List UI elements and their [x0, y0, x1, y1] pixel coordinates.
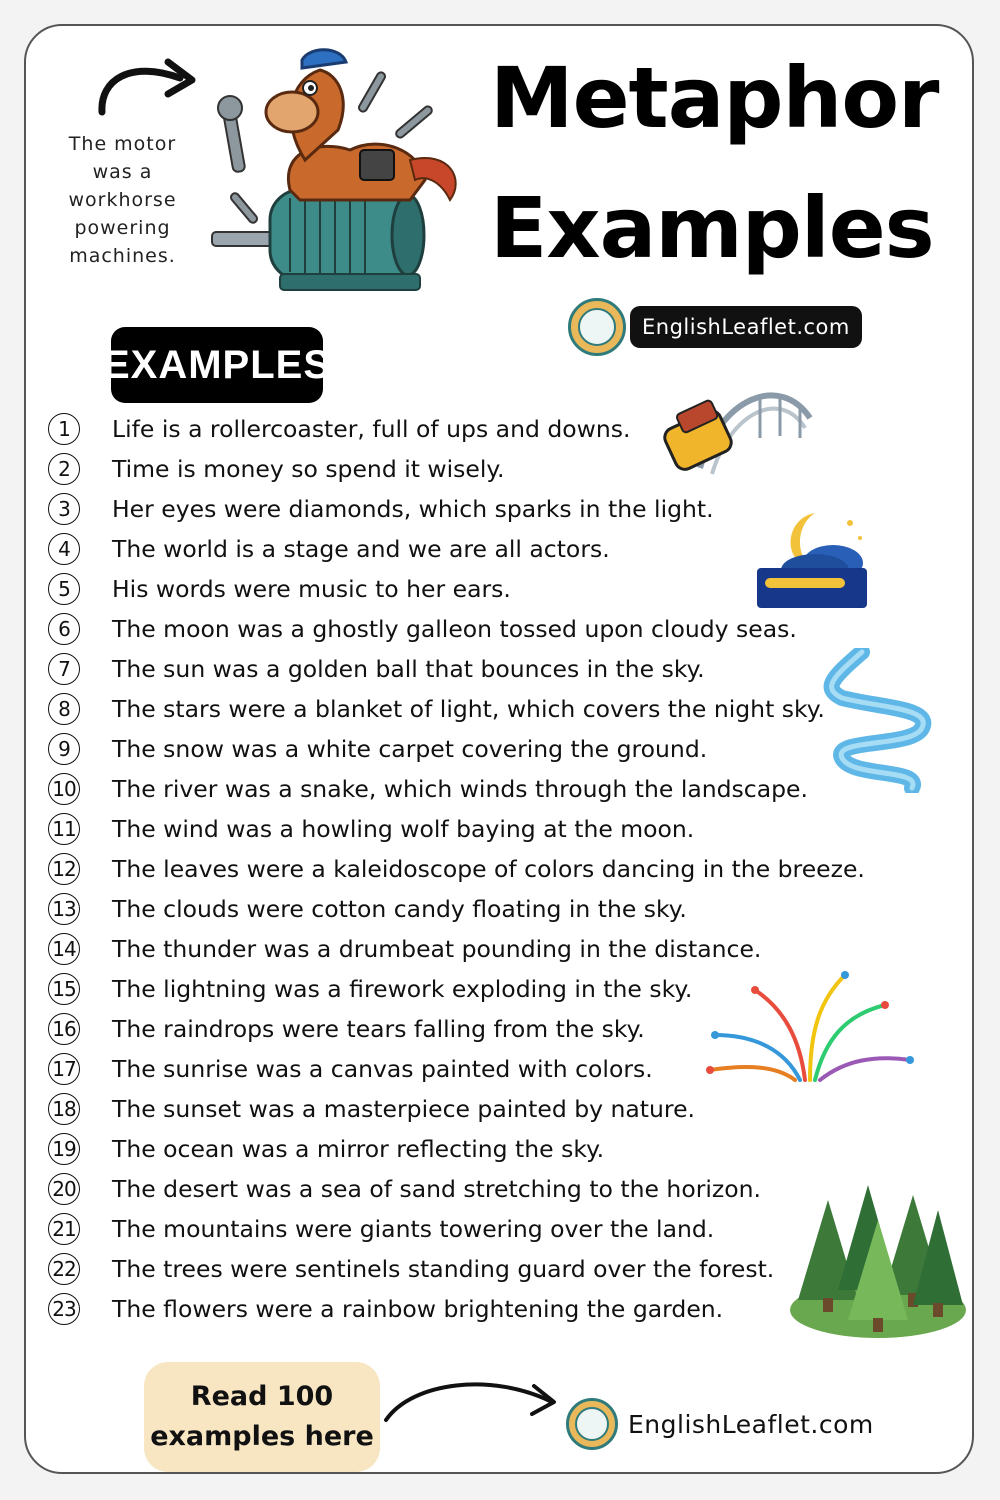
example-text: The thunder was a drumbeat pounding in the distance.: [112, 935, 762, 963]
rollercoaster-icon: [660, 378, 820, 488]
example-number: 17: [48, 1053, 80, 1085]
example-text: The snow was a white carpet covering the ground.: [112, 735, 708, 763]
page-title-line2: Examples: [490, 179, 934, 277]
example-item: [48, 609, 865, 649]
page-title-line1: Metaphor: [490, 49, 939, 147]
example-item: [48, 529, 865, 569]
example-number: 16: [48, 1013, 80, 1045]
example-number: 21: [48, 1213, 80, 1245]
example-text: The clouds were cotton candy floating in the sky.: [112, 895, 687, 923]
example-text: The moon was a ghostly galleon tossed upon cloudy seas.: [112, 615, 797, 643]
example-item: [48, 649, 865, 689]
example-number: 18: [48, 1093, 80, 1125]
example-item: [48, 1209, 865, 1249]
example-text: The sun was a golden ball that bounces in the sky.: [112, 655, 705, 683]
brand-link[interactable]: EnglishLeaflet.com: [630, 306, 862, 348]
example-number: 14: [48, 933, 80, 965]
example-text: Time is money so spend it wisely.: [112, 455, 505, 483]
horse-motor-illustration: [210, 40, 470, 300]
example-item: [48, 1089, 865, 1129]
example-number: 9: [48, 733, 80, 765]
example-number: 20: [48, 1173, 80, 1205]
example-number: 19: [48, 1133, 80, 1165]
brand-footer-link[interactable]: EnglishLeaflet.com: [628, 1409, 874, 1439]
example-text: The raindrops were tears falling from the sky.: [112, 1015, 645, 1043]
example-number: 7: [48, 653, 80, 685]
example-number: 23: [48, 1293, 80, 1325]
curved-arrow-icon: [90, 50, 200, 120]
example-item: [48, 849, 865, 889]
example-number: 15: [48, 973, 80, 1005]
example-number: 13: [48, 893, 80, 925]
example-item: [48, 729, 865, 769]
example-text: The mountains were giants towering over the land.: [112, 1215, 715, 1243]
example-text: The desert was a sea of sand stretching to the horizon.: [112, 1175, 761, 1203]
example-number: 6: [48, 613, 80, 645]
example-item: [48, 569, 865, 609]
brand-header[interactable]: [568, 298, 862, 356]
example-text: The sunrise was a canvas painted with colors.: [112, 1055, 653, 1083]
example-item: [48, 769, 865, 809]
example-number: 5: [48, 573, 80, 605]
example-item: [48, 1249, 865, 1289]
example-item: [48, 489, 865, 529]
example-number: 3: [48, 493, 80, 525]
example-text: The sunset was a masterpiece painted by nature.: [112, 1095, 695, 1123]
section-label: EXAMPLES: [111, 327, 323, 403]
examples-list: [48, 409, 865, 1329]
example-number: 22: [48, 1253, 80, 1285]
forest-icon: [788, 1180, 968, 1340]
arrow-icon: [382, 1372, 562, 1432]
example-text: The flowers were a rainbow brightening the garden.: [112, 1295, 724, 1323]
example-number: 1: [48, 413, 80, 445]
illustration-caption: The motor was a workhorse powering machines.: [68, 133, 177, 267]
example-item: [48, 689, 865, 729]
read-more-button[interactable]: [144, 1362, 380, 1472]
river-icon: [812, 648, 942, 793]
example-text: Her eyes were diamonds, which sparks in the light.: [112, 495, 714, 523]
cta-line1: Read 100: [190, 1381, 334, 1412]
example-number: 10: [48, 773, 80, 805]
example-text: The world is a stage and we are all actors.: [112, 535, 610, 563]
example-text: Life is a rollercoaster, full of ups and downs.: [112, 415, 631, 443]
example-item: [48, 889, 865, 929]
example-text: The leaves were a kaleidoscope of colors dancing in the breeze.: [112, 855, 865, 883]
example-item: [48, 1129, 865, 1169]
example-number: 11: [48, 813, 80, 845]
example-text: The lightning was a firework exploding in the sky.: [112, 975, 693, 1003]
example-item: [48, 1169, 865, 1209]
example-number: 12: [48, 853, 80, 885]
example-text: His words were music to her ears.: [112, 575, 511, 603]
example-text: The river was a snake, which winds through the landscape.: [112, 775, 808, 803]
fireworks-icon: [695, 960, 925, 1095]
brand-logo-icon: [566, 1398, 618, 1450]
brand-footer[interactable]: [566, 1398, 874, 1450]
example-text: The trees were sentinels standing guard over the forest.: [112, 1255, 775, 1283]
example-item: [48, 809, 865, 849]
example-text: The wind was a howling wolf baying at the moon.: [112, 815, 695, 843]
example-text: The stars were a blanket of light, which covers the night sky.: [112, 695, 825, 723]
example-number: 8: [48, 693, 80, 725]
example-number: 2: [48, 453, 80, 485]
example-item: [48, 1289, 865, 1329]
cta-line2: examples here: [150, 1421, 374, 1452]
example-text: The ocean was a mirror reflecting the sky.: [112, 1135, 605, 1163]
example-number: 4: [48, 533, 80, 565]
moon-clouds-icon: [755, 508, 870, 613]
brand-logo-icon: [568, 298, 626, 356]
